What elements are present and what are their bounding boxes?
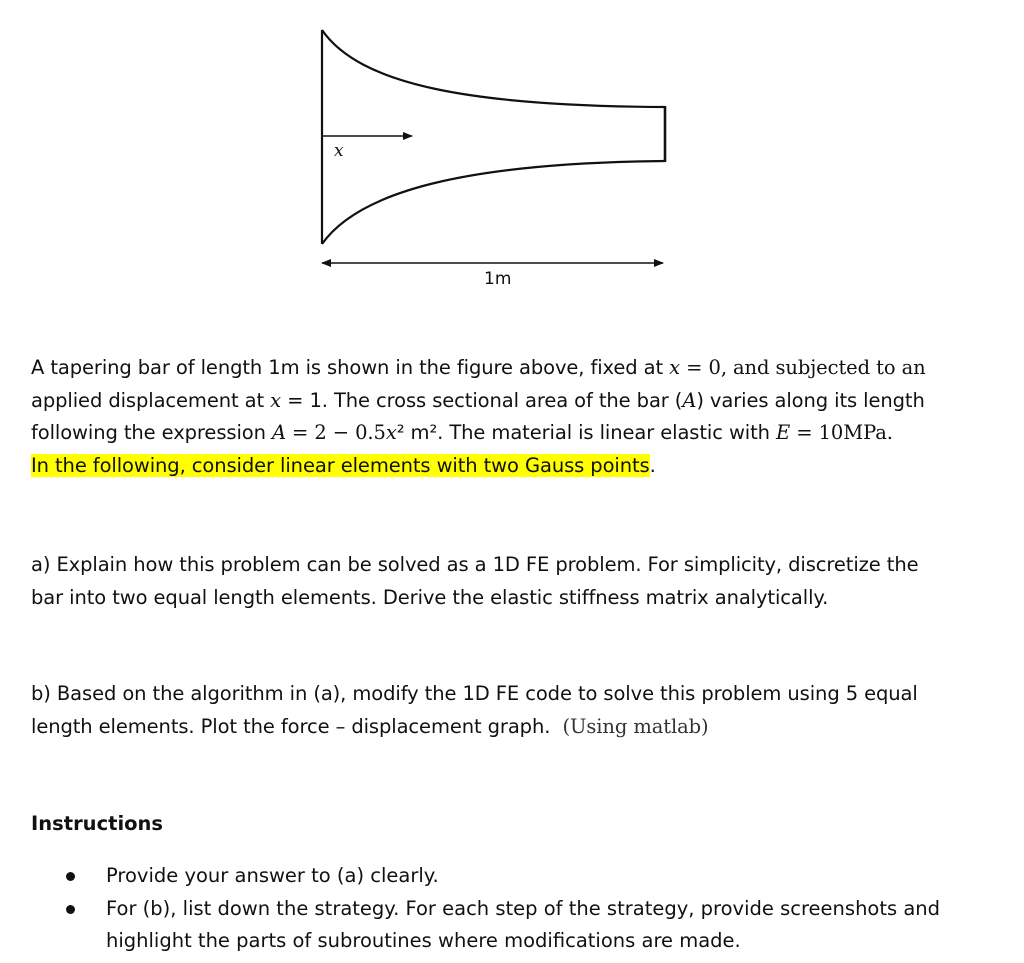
problem-line-2: applied displacement at x = 1. The cross sectional area of the bar (A) varies along its length [31,388,925,412]
part-b-line-2: length elements. Plot the force – displacement graph. (Using matlab) [31,714,709,738]
matlab-note: (Using matlab) [562,714,709,738]
instructions-list [0,860,1024,958]
instruction-item-1: Provide your answer to (a) clearly. [0,860,1024,893]
problem-line-1: A tapering bar of length 1m is shown in the figure above, fixed at x = 0, and subjected to an [31,356,926,379]
part-a-line-1: a) Explain how this problem can be solved as a 1D FE problem. For simplicity, discretize the [31,553,919,576]
x-axis-label: x [334,141,344,161]
instruction-item-2: For (b), list down the strategy. For each step of the strategy, provide screenshots and highlight the parts of subroutines where modifications are made. [0,893,1024,958]
bar-top-profile [322,30,665,107]
problem-line-3: following the expression A = 2 − 0.5x² m². The material is linear elastic with E = 10MPa. [31,421,893,444]
highlighted-text: In the following, consider linear elements with two Gauss points [31,453,650,477]
problem-statement [31,352,991,482]
part-a-line-2: bar into two equal length elements. Derive the elastic stiffness matrix analytically. [31,585,829,609]
instructions-heading: Instructions [31,812,164,835]
part-b [31,678,991,743]
tapering-bar-figure [0,0,1024,310]
bar-bottom-profile [322,161,665,244]
part-b-line-1: b) Based on the algorithm in (a), modify the 1D FE code to solve this problem using 5 equal [31,682,918,705]
bullet-icon [66,905,75,914]
length-label: 1m [484,269,512,289]
part-a [31,549,991,614]
bullet-icon [66,872,75,881]
problem-line-4: In the following, consider linear elements with two Gauss points. [31,453,656,477]
